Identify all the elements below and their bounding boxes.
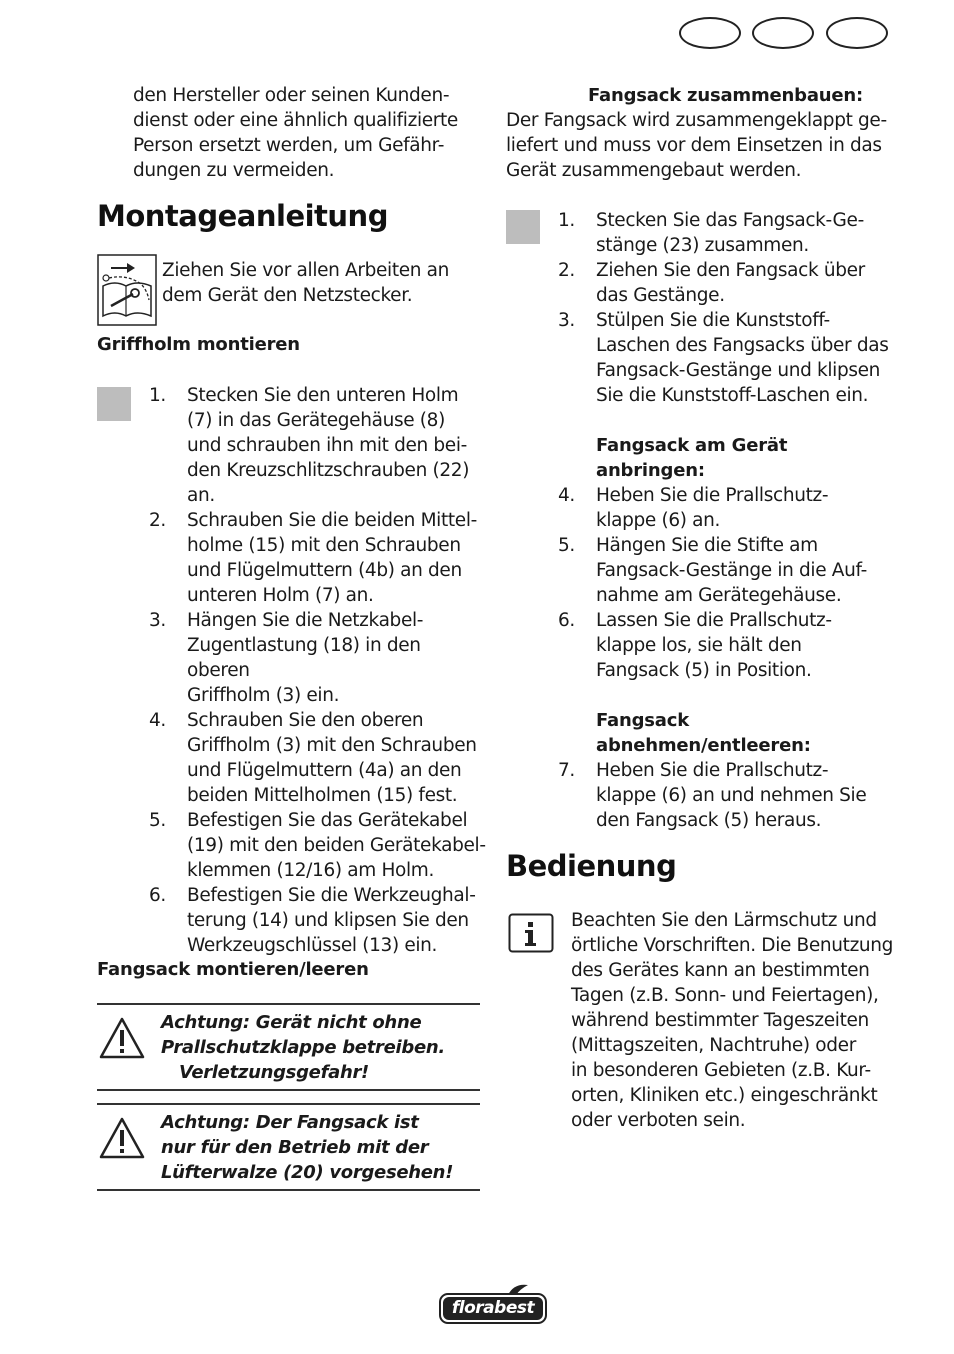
text-line: Prallschutzklappe betreiben. [161,1037,445,1058]
section-title-montage: Montageanleitung [97,199,388,233]
language-tab-oval[interactable] [752,17,814,49]
step-item [558,308,896,408]
step-item [558,533,896,608]
step-item [149,383,487,508]
subsection-title-fangsack: Fangsack montieren/leeren [97,959,369,980]
step-item [149,883,487,958]
text-line: (Mittagszeiten, Nachtruhe) oder [571,1035,856,1056]
subsection-title-attach [596,433,896,483]
text-line: nahme am Gerätegehäuse. [596,585,842,606]
florabest-logo [438,1283,548,1325]
assemble-steps [558,208,896,833]
text-line: den Hersteller oder seinen Kunden- [133,85,450,106]
text-line: und schrauben ihn mit den bei- [187,435,467,456]
text-line: nur für den Betrieb mit der [161,1137,429,1158]
warning-box [97,1003,480,1091]
text-line: Lassen Sie die Prallschutz- [596,610,832,631]
text-line: Lüfterwalze (20) vorgesehen! [161,1162,454,1183]
text-line: Fangsack-Gestänge in die Auf- [596,560,867,581]
text-line: das Gestänge. [596,285,725,306]
language-tab-oval[interactable] [679,17,741,49]
text-line: örtliche Vorschriften. Die Benutzung [571,935,894,956]
logo-text: florabest [451,1298,535,1318]
step-item [558,208,896,258]
step-item [149,808,487,883]
text-line: Befestigen Sie das Gerätekabel [187,810,468,831]
text-line: Heben Sie die Prallschutz- [596,485,829,506]
text-line: und Flügelmuttern (4b) an den [187,560,462,581]
text-line: in besonderen Gebieten (z.B. Kur- [571,1060,871,1081]
text-line: klappe (6) an und nehmen Sie [596,785,867,806]
text-line: Stecken Sie das Fangsack-Ge- [596,210,864,231]
text-line: Hängen Sie die Netzkabel- [187,610,424,631]
text-line: Schrauben Sie den oberen [187,710,424,731]
text-line: stänge (23) zusammen. [596,235,809,256]
step-number: 2. [558,260,575,281]
text-line: Achtung: Gerät nicht ohne [161,1012,422,1033]
warning-box [97,1103,480,1191]
text-line: anbringen: [596,460,705,481]
text-line: Tagen (z.B. Sonn- und Feiertagen), [571,985,879,1006]
text-line: Achtung: Der Fangsack ist [161,1112,419,1133]
text-line: Gerät zusammengebaut werden. [506,160,802,181]
text-line: abnehmen/entleeren: [596,735,811,756]
info-paragraph [571,908,901,1133]
text-line: Hängen Sie die Stifte am [596,535,818,556]
step-item [149,508,487,608]
intro-paragraph [133,83,483,183]
step-item [558,758,896,833]
text-line: (19) mit den beiden Gerätekabel- [187,835,486,856]
text-line: Zugentlastung (18) in den oberen [187,635,421,681]
text-line: dienst oder eine ähnlich qualifizierte [133,110,458,131]
step-item [558,483,896,533]
step-number: 5. [558,535,575,556]
info-icon [508,913,554,957]
step-number: 3. [558,310,575,331]
step-number: 1. [558,210,575,231]
step-number: 3. [149,610,166,631]
step-number: 4. [558,485,575,506]
text-line: Person ersetzt werden, um Gefähr- [133,135,445,156]
text-line: dungen zu vermeiden. [133,160,335,181]
warning-triangle-icon [99,1117,145,1163]
step-item [558,258,896,308]
text-line: Heben Sie die Prallschutz- [596,760,829,781]
text-line: klemmen (12/16) am Holm. [187,860,435,881]
text-line: liefert und muss vor dem Einsetzen in das [506,135,882,156]
text-line: Fangsack (5) in Position. [596,660,812,681]
text-line: des Gerätes kann an bestimmten [571,960,870,981]
text-line: holme (15) mit den Schrauben [187,535,461,556]
subsection-title-assemble: Fangsack zusammenbauen: [588,85,864,106]
step-number: 1. [149,385,166,406]
text-line: (7) in das Gerätegehäuse (8) [187,410,445,431]
text-line: Laschen des Fangsacks über das [596,335,889,356]
text-line: Schrauben Sie die beiden Mittel- [187,510,477,531]
text-line: Verletzungsgefahr! [179,1062,369,1083]
step-item [149,708,487,808]
text-line: Ziehen Sie den Fangsack über [596,260,865,281]
subsection-title-griffholm: Griffholm montieren [97,334,300,355]
text-line: den Kreuzschlitzschrauben (22) [187,460,470,481]
read-manual-unplug-icon [97,254,157,326]
text-line: orten, Kliniken etc.) eingeschränkt [571,1085,878,1106]
text-line: an. [187,485,215,506]
text-line: terung (14) und klipsen Sie den [187,910,469,931]
text-line: und Flügelmuttern (4a) an den [187,760,462,781]
text-line: Stecken Sie den unteren Holm [187,385,459,406]
step-number: 5. [149,810,166,831]
text-line: oder verboten sein. [571,1110,746,1131]
step-number: 7. [558,760,575,781]
assemble-paragraph [506,108,896,183]
text-line: klappe los, sie hält den [596,635,802,656]
text-line: Der Fangsack wird zusammengeklappt ge- [506,110,887,131]
text-line: Fangsack [596,710,689,731]
section-title-bedienung: Bedienung [506,849,677,883]
warning-text [161,1010,481,1085]
unplug-note [162,258,482,308]
illustration-reference-marker [506,210,540,244]
warning-triangle-icon [99,1017,145,1063]
step-item [149,608,487,708]
language-tab-oval[interactable] [826,17,888,49]
subsection-title-remove [596,708,896,758]
text-line: den Fangsack (5) heraus. [596,810,822,831]
text-line: Griffholm (3) ein. [187,685,340,706]
text-line: Stülpen Sie die Kunststoff- [596,310,830,331]
text-line: Werkzeugschlüssel (13) ein. [187,935,438,956]
warning-text [161,1110,481,1185]
text-line: Beachten Sie den Lärmschutz und [571,910,877,931]
text-line: klappe (6) an. [596,510,721,531]
step-number: 4. [149,710,166,731]
step-number: 6. [558,610,575,631]
text-line: während bestimmter Tageszeiten [571,1010,869,1031]
step-number: 2. [149,510,166,531]
illustration-reference-marker [97,387,131,421]
step-number: 6. [149,885,166,906]
text-line: beiden Mittelholmen (15) fest. [187,785,458,806]
step-item [558,608,896,683]
text-line: Ziehen Sie vor allen Arbeiten an [162,260,450,281]
text-line: dem Gerät den Netzstecker. [162,285,413,306]
text-line: Griffholm (3) mit den Schrauben [187,735,477,756]
griffholm-steps [149,383,487,958]
text-line: Fangsack-Gestänge und klipsen [596,360,881,381]
text-line: Fangsack am Gerät [596,435,788,456]
text-line: Befestigen Sie die Werkzeughal- [187,885,476,906]
text-line: Sie die Kunststoff-Laschen ein. [596,385,869,406]
text-line: unteren Holm (7) an. [187,585,374,606]
